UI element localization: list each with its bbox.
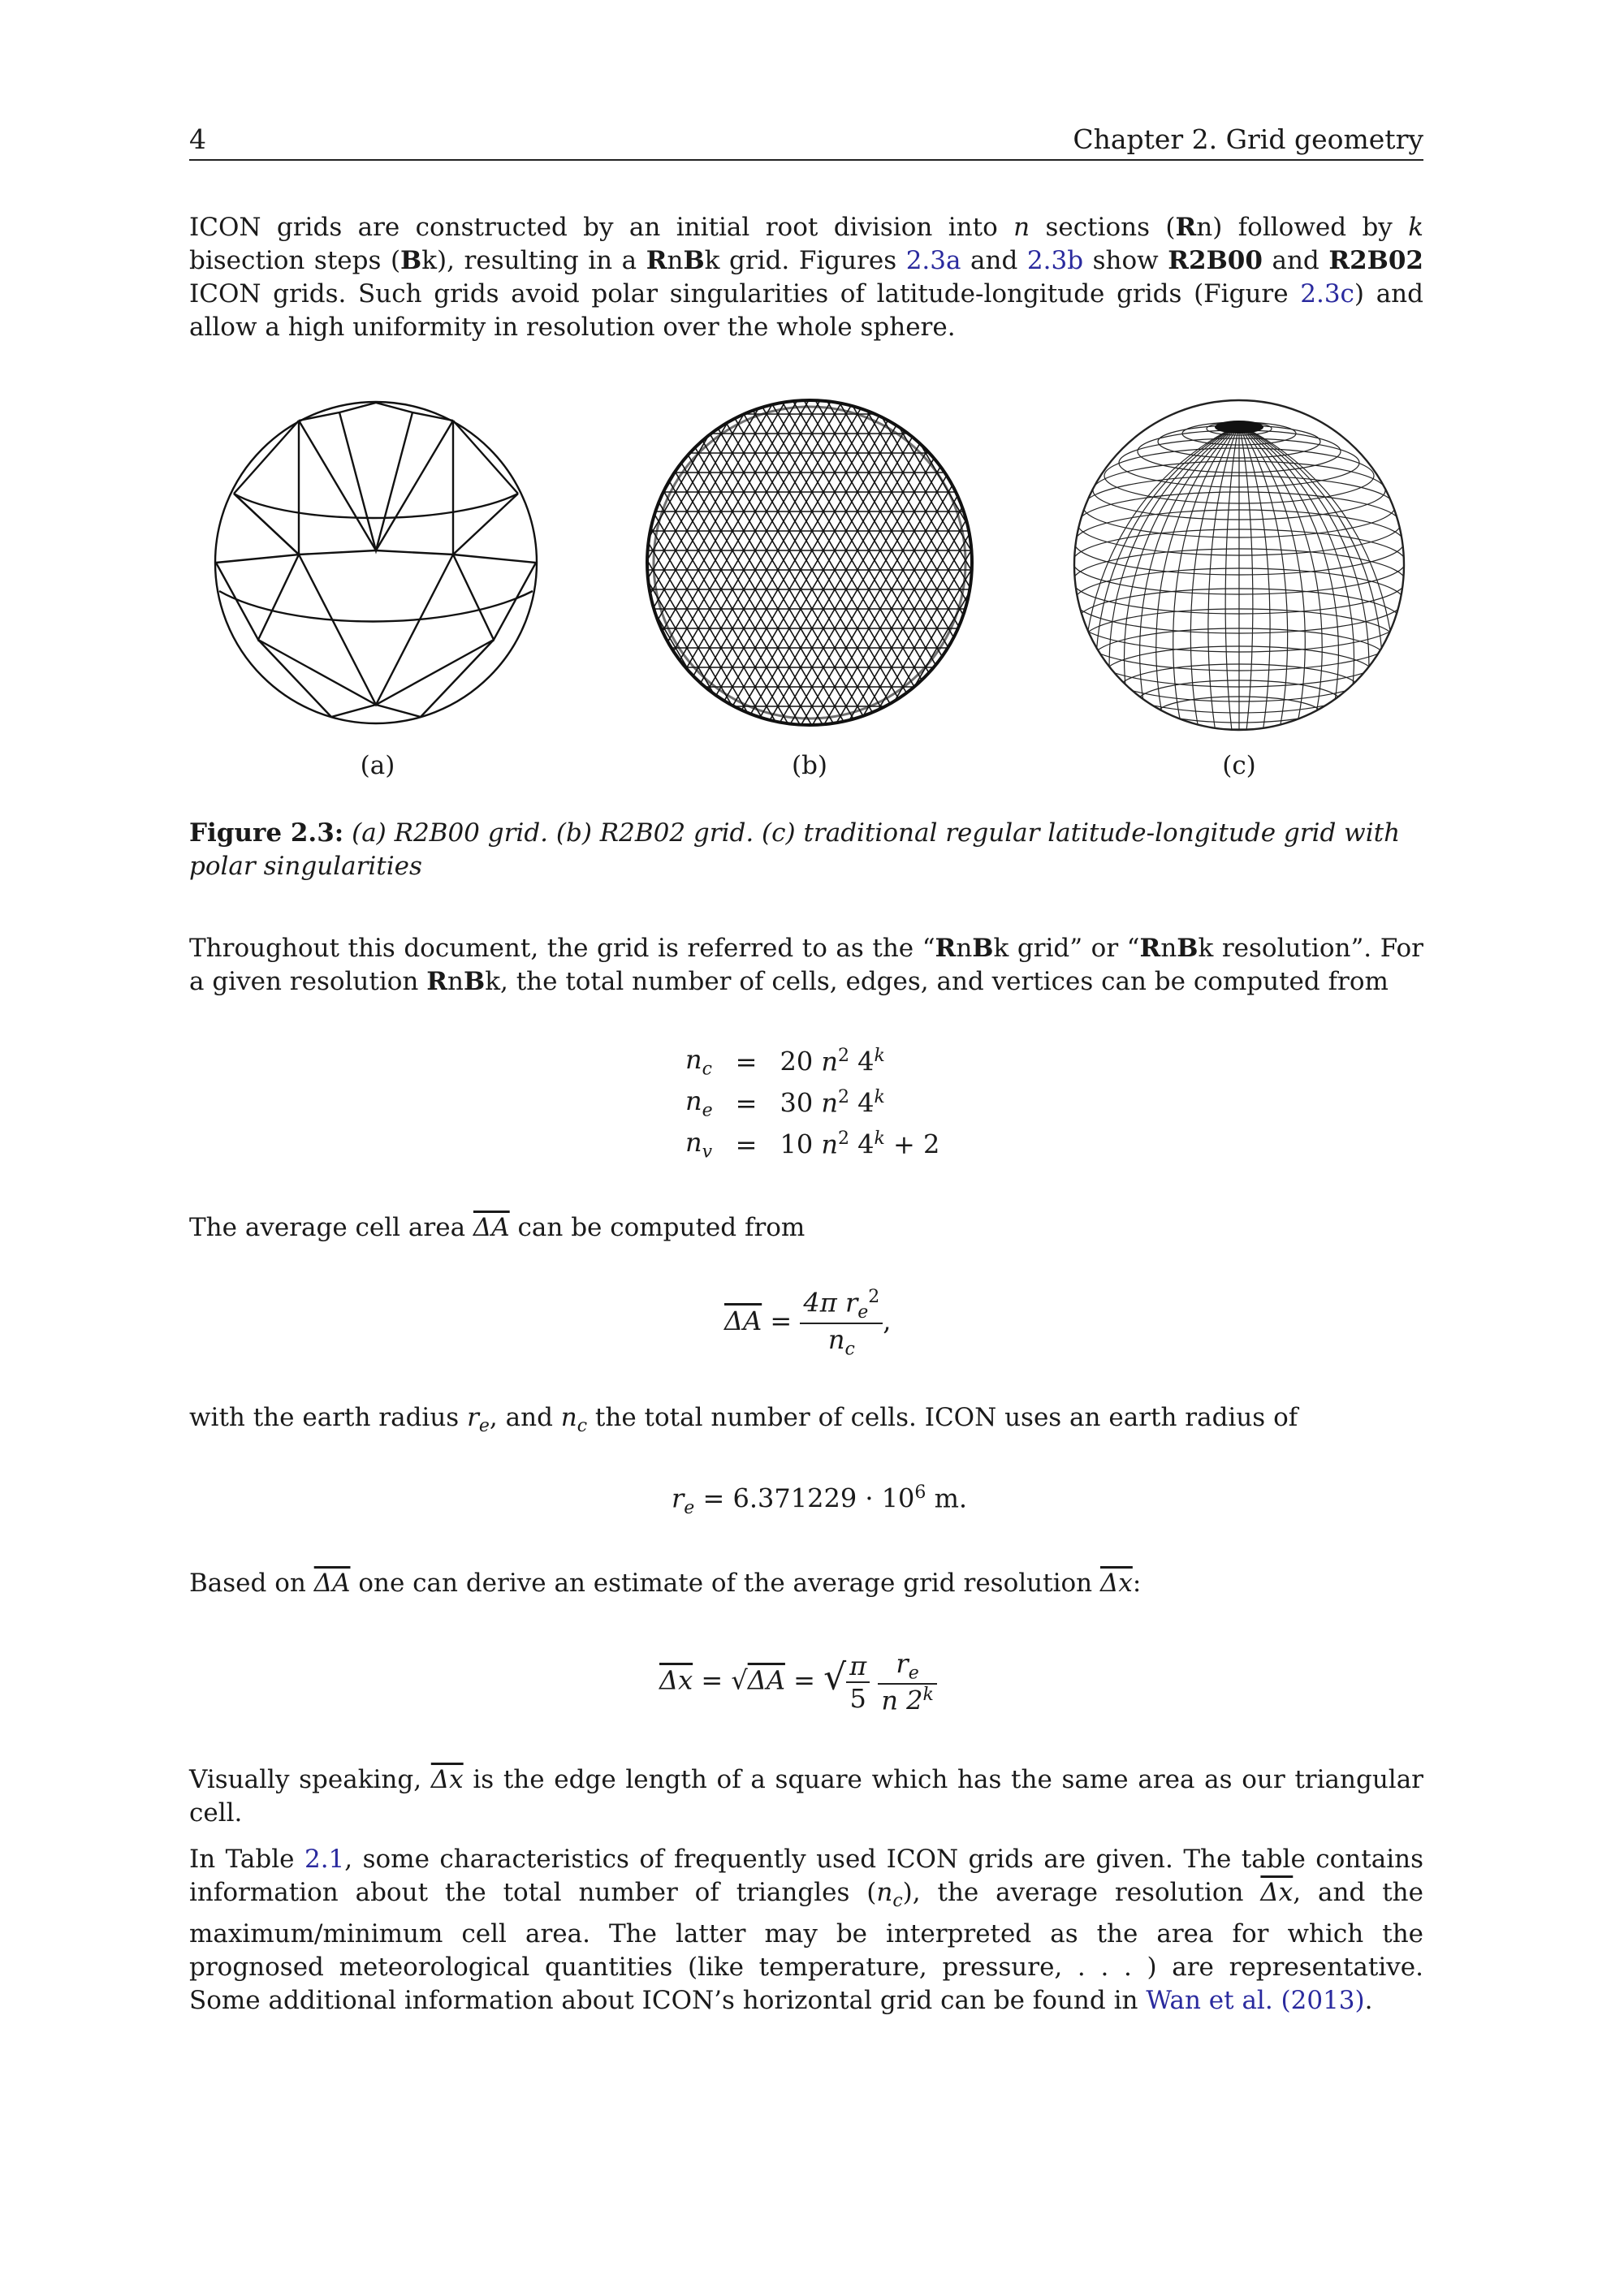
- equation-area: $\overline{\Delta A}$ = $\frac{4\pi r_e^2}{n_c}$ ,: [724, 1287, 892, 1360]
- figure-sphere-r2b00: [209, 396, 542, 729]
- figure-ref-link[interactable]: 2.3c: [1300, 279, 1354, 309]
- equation-resolution: $\overline{\Delta x} = √\Delta A$ = √ $\frac{\pi}{5}$ $\frac{r_e}{n 2^k}$: [659, 1648, 937, 1716]
- triangular-mesh: [641, 395, 978, 731]
- sphere-outline: [215, 402, 537, 723]
- subfigure-label-a: (a): [360, 751, 395, 780]
- figure-sphere-r2b02: [641, 395, 978, 731]
- table-ref-link[interactable]: 2.1: [304, 1845, 345, 1874]
- figure-caption: Figure 2.3: (a) R2B00 grid. (b) R2B02 grid. (c) traditional regular latitude-longitude grid with polar singularities: [189, 818, 1401, 881]
- icosahedral-edges: [216, 403, 536, 717]
- paragraph-intro: ICON grids are constructed by an initial root division into n sections (Rn) followed by k bisection steps (Bk), resulting in a RnBk grid. Figures 2.3a and 2.3b show R2B00 and R2B02 ICON grids. Such grids avoid polar singularities of latitude-longitude grids (Figure 2.3c) and allow a high uniformity in resolution over the whole sphere.: [189, 213, 1424, 342]
- citation-link[interactable]: Wan et al. (2013): [1146, 1986, 1365, 2016]
- paragraph-visual: Visually speaking, $\overline{\Delta x}$ is the edge length of a square which has the same area as our triangular cell.: [189, 1765, 1424, 1828]
- paragraph-cell-area: The average cell area $\overline{\Delta A}$ can be computed from: [189, 1213, 806, 1242]
- equation-array: [674, 1041, 951, 1165]
- sqrt-symbol: √: [731, 1664, 748, 1696]
- equation-row: $n_c$ = 20 $n^2$ 4$^k$: [685, 1043, 885, 1080]
- page-number: 4: [189, 123, 206, 155]
- sqrt-symbol: √: [823, 1656, 847, 1698]
- latlon-grid: [1073, 422, 1406, 734]
- figure-sphere-latlon: [1070, 396, 1408, 734]
- equation-radius: $r_e = 6.371229 \cdot 10^6$ m.: [672, 1482, 968, 1519]
- equation-row: $n_v$ = 10 $n^2$ $4^k + 2$: [685, 1126, 940, 1163]
- subfigure-label-c: (c): [1222, 751, 1256, 780]
- figure-ref-link[interactable]: 2.3b: [1026, 246, 1084, 275]
- equation-row: $n_e$ = 30 $n^2$ 4$^k$: [685, 1085, 885, 1121]
- running-header: Chapter 2. Grid geometry: [1073, 123, 1423, 155]
- paragraph-earth-radius: with the earth radius $r_e$, and $n_c$ the total number of cells. ICON uses an earth radius of: [189, 1403, 1298, 1437]
- subfigure-label-b: (b): [791, 751, 828, 780]
- polar-singularity: [1215, 421, 1263, 434]
- paragraph-resolution: Throughout this document, the grid is referred to as the “RnBk grid” or “RnBk resolution”. For a given resolution RnBk, the total number of cells, edges, and vertices can be computed from: [189, 934, 1423, 996]
- figure-ref-link[interactable]: 2.3a: [905, 246, 961, 275]
- paragraph-table-info: In Table 2.1, some characteristics of frequently used ICON grids are given. The table contains information about the total number of triangles $(n_c)$, the average resolution $\overline{\Delta x}$, and the maximum/minimum cell area. The latter may be interpreted as the area for which the prognosed meteorological quantities (like temperature, pressure, . . . ) are representative. Some additional information about ICON’s horizontal grid can be found in Wan et al. (2013).: [189, 1845, 1423, 2016]
- paragraph-grid-resolution: Based on $\overline{\Delta A}$ one can derive an estimate of the average grid resolution $\overline{\Delta x}$:: [189, 1569, 1142, 1598]
- header-rule: [189, 159, 1423, 161]
